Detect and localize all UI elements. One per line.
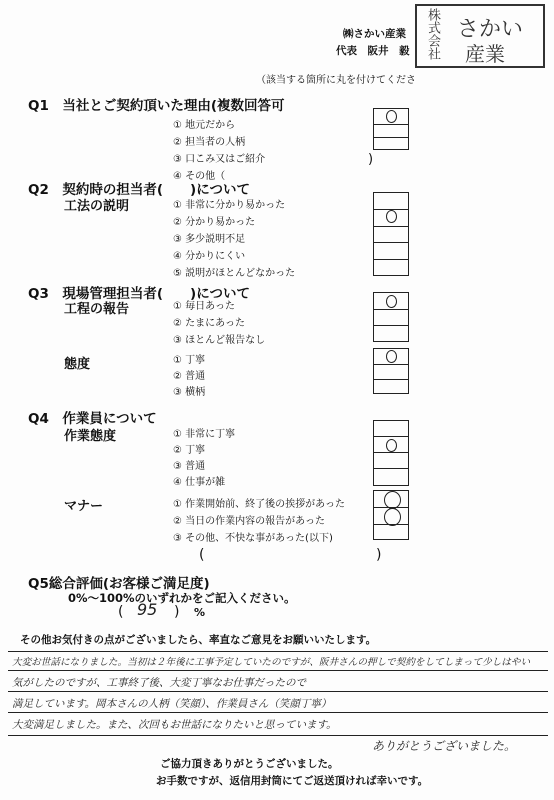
q4-group1-answer-circle (386, 439, 397, 452)
q4-group1-option-1: ① 非常に丁寧 (173, 429, 236, 440)
q4-group2-answer-circle-2 (384, 508, 401, 526)
q4-group1-cell-1[interactable] (374, 421, 408, 437)
seal-text-2: さかい (457, 17, 524, 42)
q4-group2-cell-3[interactable] (374, 525, 408, 539)
comment-line-4[interactable]: 大変満足しました。また、次回もお世話になりたいと思っています。 (12, 719, 337, 731)
q5-paren-open: ( (118, 604, 124, 620)
q1-option-1: ① 地元だから (173, 120, 236, 131)
q4-group2-answer-circle-1 (384, 491, 401, 509)
footer-line-2: お手数ですが、返信用封筒にてご返送頂ければ幸いです。 (156, 775, 429, 787)
q3-group1-cell-3[interactable] (374, 326, 408, 341)
seal-text-1: 株式会社 (425, 8, 440, 60)
q5-satisfaction-value[interactable]: 95 (137, 600, 158, 619)
q3-group1-option-3: ③ ほとんど報告なし (173, 335, 266, 346)
company-seal (415, 4, 545, 68)
q2-cell-3[interactable] (374, 227, 408, 243)
q4-group1-option-4: ④ 仕事が雑 (173, 477, 226, 488)
q2-cell-5[interactable] (374, 260, 408, 275)
comment-thanks[interactable]: ありがとうございました。 (372, 739, 517, 753)
comment-rule-3 (8, 691, 548, 692)
comment-rule-2 (8, 670, 548, 671)
q4-group2-option-2: ② 当日の作業内容の報告があった (173, 516, 326, 527)
q4-group1-cell-3[interactable] (374, 453, 408, 469)
comment-rule-1 (8, 651, 548, 652)
q4-group1-checkbox-column[interactable] (373, 420, 409, 486)
q4-group1-cell-4[interactable] (374, 469, 408, 485)
q2-subtitle: 工法の説明 (64, 199, 130, 214)
q3-group2-cell-2[interactable] (374, 365, 408, 380)
q5-range-text: 0%～100%のいずれかをご記入ください。 (68, 591, 296, 605)
q1-cell-2[interactable] (374, 125, 408, 138)
comment-line-2[interactable]: 気がしたのですが、工事終了後、大変丁寧なお仕事だったので (12, 677, 306, 689)
q1-option-3: ③ 口こみ又はご紹介 (173, 154, 266, 165)
q4-title: Q4 作業員について (28, 411, 157, 427)
q1-cell-3[interactable] (374, 138, 408, 150)
q5-paren-close: ) (174, 604, 180, 620)
q1-option-4: ④ その他（ (173, 171, 226, 182)
q2-option-4: ④ 分かりにくい (173, 251, 246, 262)
q3-group2-cell-3[interactable] (374, 380, 408, 393)
q5-title: Q5総合評価(お客様ご満足度) (28, 576, 210, 592)
q2-option-1: ① 非常に分かり易かった (173, 200, 286, 211)
q3-group2-option-2: ② 普通 (173, 371, 206, 382)
q2-answer-circle (386, 210, 397, 223)
q4-group2-label: マナー (64, 499, 104, 514)
q5-percent-unit: % (194, 606, 206, 619)
q3-group1-cell-2[interactable] (374, 310, 408, 326)
q3-group1-option-2: ② たまにあった (173, 318, 246, 329)
q1-title: Q1 当社とご契約頂いた理由(複数回答可 (28, 98, 285, 114)
q1-close-paren: ) (368, 152, 374, 167)
q4-other-paren-open: ( (199, 547, 205, 563)
company-name: ㈱さかい産業 (343, 28, 406, 40)
q2-title: Q2 契約時の担当者( )について (28, 182, 250, 198)
q2-option-5: ⑤ 説明がほとんどなかった (173, 268, 296, 279)
q2-checkbox-column[interactable] (373, 192, 409, 276)
q3-group2-answer-circle (386, 350, 397, 363)
comment-rule-5 (8, 735, 548, 736)
footer-line-1: ご協力頂きありがとうございました。 (160, 758, 339, 770)
q3-group1-option-1: ① 毎日あった (173, 301, 236, 312)
q3-group1-label: 工程の報告 (64, 302, 130, 317)
q3-group2-option-3: ③ 横柄 (173, 387, 206, 398)
q4-group2-option-3: ③ その他、不快な事があった(以下) (173, 533, 333, 544)
comment-line-3[interactable]: 満足しています。岡本さんの人柄（笑顔）、作業員さん（笑顔丁寧） (12, 698, 332, 710)
seal-text-3: 産業 (465, 42, 505, 66)
q1-answer-circle (386, 110, 397, 123)
q3-title: Q3 現場管理担当者( )について (28, 286, 250, 302)
instruction-text: （該当する箇所に丸を付けてくださ (256, 75, 416, 86)
comment-rule-4 (8, 712, 548, 713)
q4-group1-option-2: ② 丁寧 (173, 445, 206, 456)
comments-prompt: その他お気付きの点がございましたら、率直なご意見をお願いいたします。 (20, 634, 377, 646)
q3-group2-option-1: ① 丁寧 (173, 355, 206, 366)
q2-option-2: ② 分かり易かった (173, 217, 256, 228)
q3-group2-label: 態度 (64, 357, 91, 372)
representative-name: 代表 阪井 毅 (336, 45, 410, 57)
q4-group2-option-1: ① 作業開始前、終了後の挨拶があった (173, 499, 346, 510)
q2-option-3: ③ 多少説明不足 (173, 234, 246, 245)
q2-cell-4[interactable] (374, 243, 408, 260)
q1-option-2: ② 担当者の人柄 (173, 137, 246, 148)
q2-cell-1[interactable] (374, 193, 408, 210)
comment-line-1[interactable]: 大変お世話になりました。当初は２年後に工事予定していたのですが、阪井さんの押しで契約をしてしまって少しはやい (12, 657, 531, 668)
q4-group1-option-3: ③ 普通 (173, 461, 206, 472)
q4-other-paren-close: ) (376, 547, 382, 563)
q3-group1-answer-circle (386, 295, 397, 308)
q4-group1-label: 作業態度 (64, 429, 117, 444)
